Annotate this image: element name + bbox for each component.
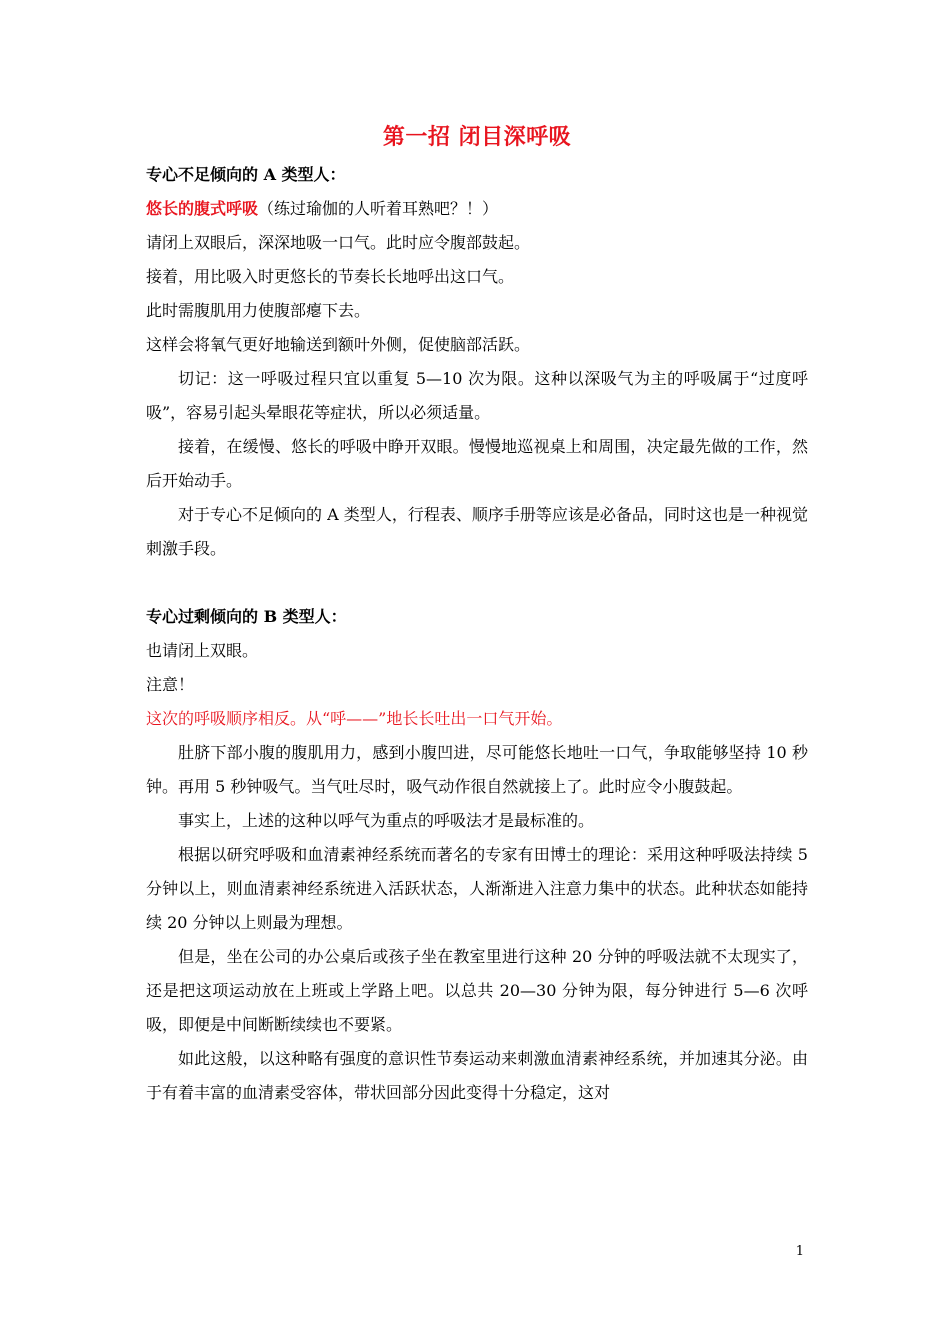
section-a-line: 接着，用比吸入时更悠长的节奏长长地呼出这口气。 (146, 267, 515, 286)
section-a-paragraph: 接着，在缓慢、悠长的呼吸中睁开双眼。慢慢地巡视桌上和周围，决定最先做的工作，然后开始动手。 (146, 437, 808, 490)
section-a-heading: 专心不足倾向的 A 类型人： (146, 165, 346, 184)
section-b-paragraph: 事实上，上述的这种以呼气为重点的呼吸法才是最标准的。 (178, 811, 595, 830)
section-a-line: 此时需腹肌用力使腹部瘪下去。 (146, 301, 371, 320)
section-b-heading: 专心过剩倾向的 B 类型人： (146, 607, 347, 626)
section-b-paragraph: 但是，坐在公司的办公桌后或孩子坐在教室里进行这种 20 分钟的呼吸法就不太现实了，还是把这项运动放在上班或上学路上吧。以总共 20—30 分钟为限，每分钟进行 5—6 次呼吸，即便是中间断断续续也不要紧。 (146, 947, 808, 1034)
section-a-paragraph: 切记：这一呼吸过程只宜以重复 5—10 次为限。这种以深吸气为主的呼吸属于“过度呼吸”，容易引起头晕眼花等症状，所以必须适量。 (146, 369, 808, 422)
section-b-highlight-line: 这次的呼吸顺序相反。从“呼——”地长长吐出一口气开始。 (146, 709, 563, 728)
section-spacer (146, 566, 808, 600)
section-a-highlight: 悠长的腹式呼吸 (146, 199, 259, 218)
section-b-line: 也请闭上双眼。 (146, 641, 259, 660)
section-a-paragraph: 对于专心不足倾向的 A 类型人，行程表、顺序手册等应该是必备品，同时这也是一种视觉刺激手段。 (146, 505, 808, 558)
section-a-line: 请闭上双眼后，深深地吸一口气。此时应令腹部鼓起。 (146, 233, 531, 252)
section-a-highlight-note: （练过瑜伽的人听着耳熟吧？！） (258, 199, 499, 218)
section-a-subheading (146, 192, 808, 226)
section-b-line: 注意！ (146, 675, 195, 694)
page-number: 1 (795, 1244, 804, 1259)
section-b-paragraph: 如此这般，以这种略有强度的意识性节奏运动来刺激血清素神经系统，并加速其分泌。由于有着丰富的血清素受容体，带状回部分因此变得十分稳定，这对 (146, 1049, 808, 1102)
document-body (146, 118, 808, 1110)
section-b-paragraph: 肚脐下部小腹的腹肌用力，感到小腹凹进，尽可能悠长地吐一口气，争取能够坚持 10 秒钟。再用 5 秒钟吸气。当气吐尽时，吸气动作很自然就接上了。此时应令小腹鼓起。 (146, 743, 808, 796)
section-b-paragraph: 根据以研究呼吸和血清素神经系统而著名的专家有田博士的理论：采用这种呼吸法持续 5 分钟以上，则血清素神经系统进入活跃状态，人渐渐进入注意力集中的状态。此种状态如能持续 20 分钟以上则最为理想。 (146, 845, 808, 932)
page-title: 第一招 闭目深呼吸 (382, 124, 572, 150)
section-a-line: 这样会将氧气更好地输送到额叶外侧，促使脑部活跃。 (146, 335, 531, 354)
